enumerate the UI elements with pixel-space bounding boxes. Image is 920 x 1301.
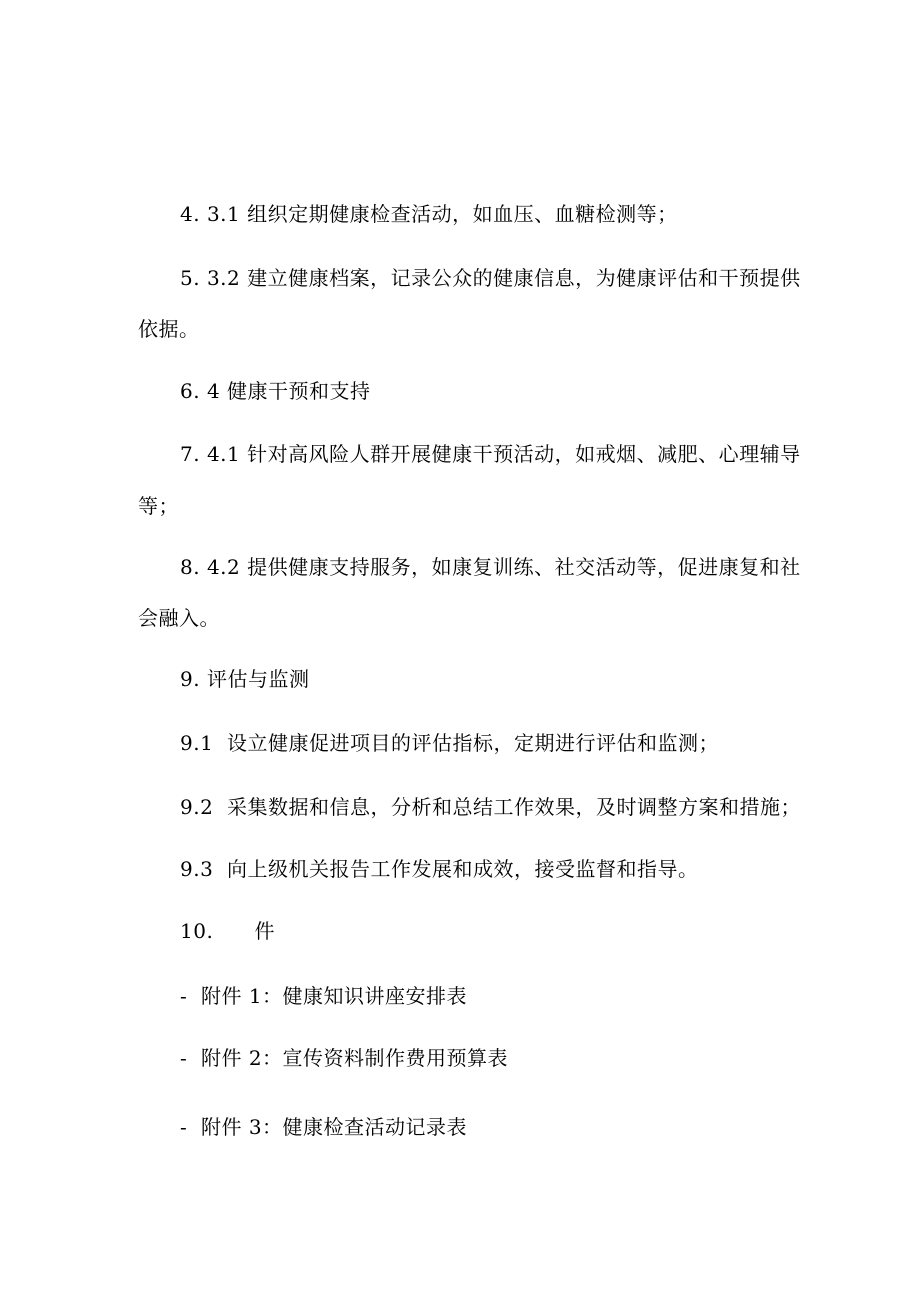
- attachment-1: - 附件 1：健康知识讲座安排表: [180, 984, 468, 1008]
- item-7-4-1: 7. 4.1 针对高风险人群开展健康干预活动，如戒烟、减肥、心理辅导: [180, 442, 801, 466]
- attachment-2: - 附件 2：宣传资料制作费用预算表: [180, 1046, 509, 1070]
- item-9-2: 9.2 采集数据和信息，分析和总结工作效果，及时调整方案和措施；: [180, 795, 802, 819]
- attachment-3: - 附件 3：健康检查活动记录表: [180, 1115, 468, 1139]
- section-9-heading: 9. 评估与监测: [180, 667, 310, 691]
- section-6-4-heading: 6. 4 健康干预和支持: [180, 379, 371, 403]
- item-5-3-2: 5. 3.2 建立健康档案，记录公众的健康信息，为健康评估和干预提供: [180, 266, 801, 290]
- item-9-3: 9.3 向上级机关报告工作发展和成效，接受监督和指导。: [180, 857, 699, 881]
- item-8-4-2-continuation: 会融入。: [138, 606, 220, 630]
- item-4-3-1: 4. 3.1 组织定期健康检查活动，如血压、血糖检测等；: [180, 202, 678, 226]
- item-9-1: 9.1 设立健康促进项目的评估指标，定期进行评估和监测；: [180, 731, 720, 755]
- item-5-3-2-continuation: 依据。: [138, 317, 200, 341]
- item-7-4-1-continuation: 等；: [138, 494, 179, 518]
- item-8-4-2: 8. 4.2 提供健康支持服务，如康复训练、社交活动等，促进康复和社: [180, 555, 801, 579]
- section-10-heading: 10. 件: [180, 919, 275, 943]
